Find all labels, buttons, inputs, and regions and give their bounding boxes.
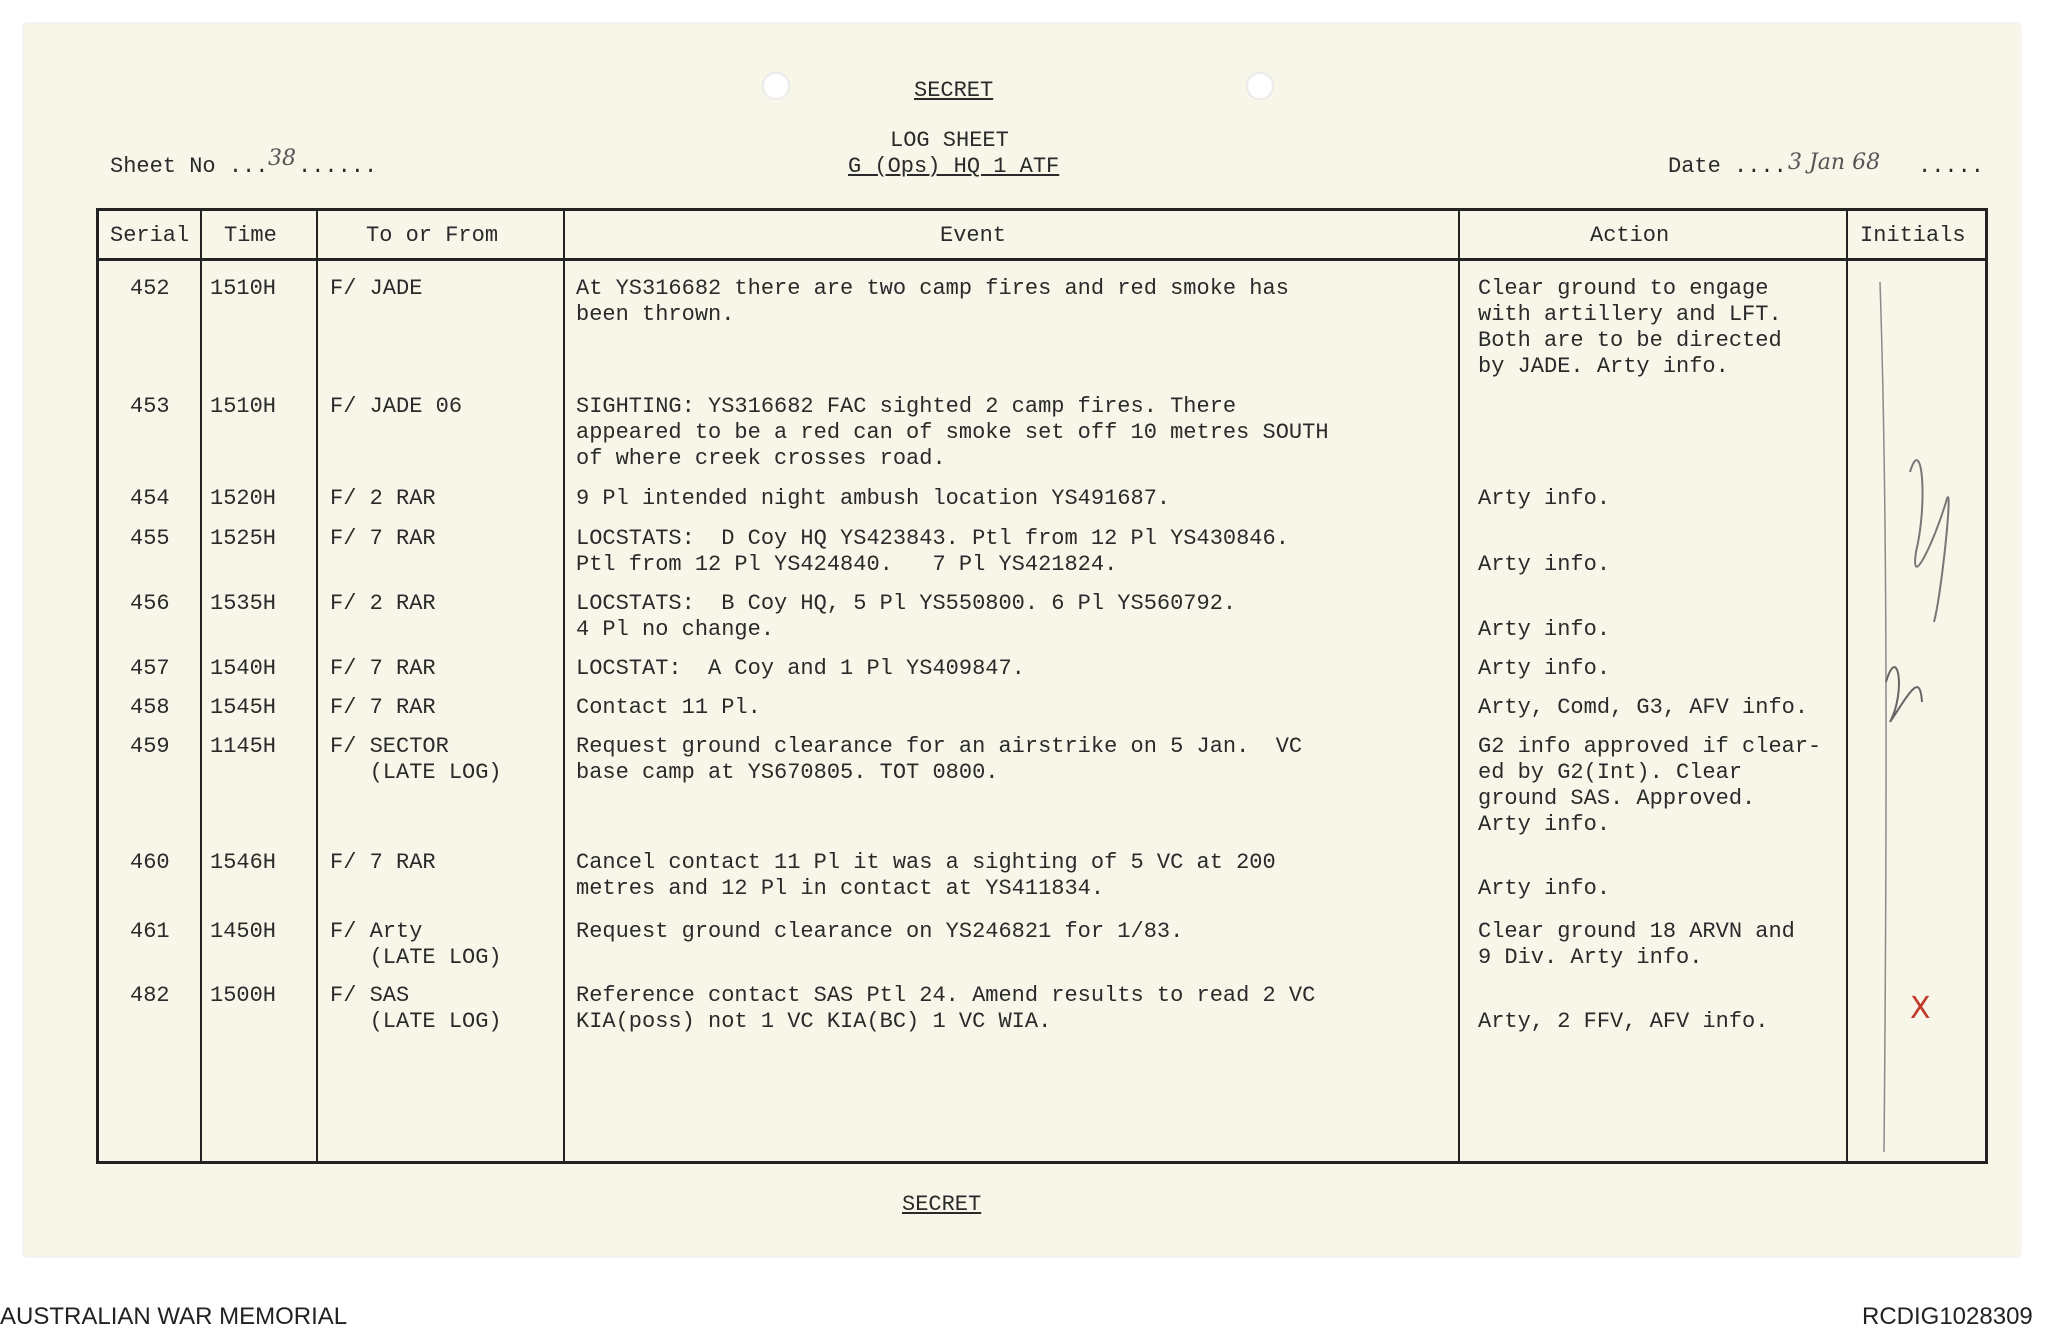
row-event-line: 4 Pl no change. xyxy=(576,617,775,642)
date-value: 3 Jan 68 xyxy=(1788,150,1881,175)
row-time: 1545H xyxy=(210,695,277,720)
row-serial: 457 xyxy=(130,656,170,681)
row-action-line: Arty, 2 FFV, AFV info. xyxy=(1478,1009,1769,1034)
row-event-line: Cancel contact 11 Pl it was a sighting of 5 VC at 200 xyxy=(576,850,1276,875)
initials-signature-icon xyxy=(1910,460,1949,622)
row-event-line: Request ground clearance on YS246821 for 1/83. xyxy=(576,919,1184,944)
col-divider xyxy=(316,208,318,1164)
row-serial: 461 xyxy=(130,919,170,944)
classification-bottom: SECRET xyxy=(902,1192,982,1217)
sheet-no-label-text: Sheet No xyxy=(110,154,216,179)
row-to-from: F/ SAS xyxy=(330,983,410,1008)
row-to-from: F/ SECTOR xyxy=(330,734,449,759)
row-to-from: (LATE LOG) xyxy=(330,760,502,785)
date-label-text: Date xyxy=(1668,154,1721,179)
col-header-initials: Initials xyxy=(1860,223,1966,248)
log-sheet-subtitle: G (Ops) HQ 1 ATF xyxy=(848,154,1060,179)
footer-left: AUSTRALIAN WAR MEMORIAL xyxy=(0,1303,348,1330)
row-event-line: Ptl from 12 Pl YS424840. 7 Pl YS421824. xyxy=(576,552,1118,577)
punch-hole-left xyxy=(762,72,790,100)
row-event-line: Contact 11 Pl. xyxy=(576,695,761,720)
row-to-from: F/ Arty xyxy=(330,919,423,944)
row-serial: 460 xyxy=(130,850,170,875)
row-event-line: LOCSTATS: B Coy HQ, 5 Pl YS550800. 6 Pl YS560792. xyxy=(576,591,1237,616)
row-action-line: Arty, Comd, G3, AFV info. xyxy=(1478,695,1809,720)
row-event-line: of where creek crosses road. xyxy=(576,446,946,471)
row-to-from: F/ JADE 06 xyxy=(330,394,463,419)
row-action-line: Arty info. xyxy=(1478,486,1611,511)
row-time: 1525H xyxy=(210,526,277,551)
row-to-from: F/ 2 RAR xyxy=(330,591,436,616)
col-header-serial: Serial xyxy=(110,223,190,248)
row-action-line: Both are to be directed xyxy=(1478,328,1782,353)
row-serial: 482 xyxy=(130,983,170,1008)
row-event-line: Reference contact SAS Ptl 24. Amend results to read 2 VC xyxy=(576,983,1316,1008)
row-event-line: LOCSTATS: D Coy HQ YS423843. Ptl from 12 Pl YS430846. xyxy=(576,526,1289,551)
row-to-from: (LATE LOG) xyxy=(330,945,502,970)
date-dots-after: ..... xyxy=(1918,154,1985,179)
row-action-line: Arty info. xyxy=(1478,552,1611,577)
row-action-line: by JADE. Arty info. xyxy=(1478,354,1729,379)
row-serial: 452 xyxy=(130,276,170,301)
row-serial: 454 xyxy=(130,486,170,511)
col-header-action: Action xyxy=(1590,223,1670,248)
row-action-line: Clear ground 18 ARVN and xyxy=(1478,919,1795,944)
row-serial: 456 xyxy=(130,591,170,616)
header-rule xyxy=(96,258,1988,261)
sheet-number: 38 xyxy=(268,146,296,171)
row-serial: 453 xyxy=(130,394,170,419)
sheet-no-label xyxy=(110,154,268,180)
row-to-from: F/ 7 RAR xyxy=(330,656,436,681)
row-action-line: Arty info. xyxy=(1478,876,1611,901)
punch-hole-right xyxy=(1246,72,1274,100)
row-serial: 455 xyxy=(130,526,170,551)
row-event-line: metres and 12 Pl in contact at YS411834. xyxy=(576,876,1105,901)
initials-signature-small-icon xyxy=(1886,667,1922,722)
date-label xyxy=(1668,154,1787,180)
row-time: 1510H xyxy=(210,276,277,301)
row-action-line: ground SAS. Approved. xyxy=(1478,786,1756,811)
row-event-line: appeared to be a red can of smoke set off 10 metres SOUTH xyxy=(576,420,1329,445)
row-to-from: (LATE LOG) xyxy=(330,1009,502,1034)
sheet-no-dots-after: ...... xyxy=(298,154,378,179)
classification-top: SECRET xyxy=(914,78,994,103)
row-action-line: G2 info approved if clear- xyxy=(1478,734,1822,759)
row-time: 1510H xyxy=(210,394,277,419)
initials-pencil-line xyxy=(1880,282,1886,1152)
row-to-from: F/ 7 RAR xyxy=(330,850,436,875)
footer-right: RCDIG1028309 xyxy=(1862,1303,2033,1330)
row-to-from: F/ JADE xyxy=(330,276,423,301)
row-event-line: Request ground clearance for an airstrike on 5 Jan. VC xyxy=(576,734,1303,759)
row-serial: 459 xyxy=(130,734,170,759)
row-event-line: base camp at YS670805. TOT 0800. xyxy=(576,760,999,785)
sheet-no-dots: ... xyxy=(215,154,269,179)
col-header-time: Time xyxy=(224,223,277,248)
row-event-line: been thrown. xyxy=(576,302,735,327)
row-action-line: with artillery and LFT. xyxy=(1478,302,1782,327)
row-time: 1546H xyxy=(210,850,277,875)
row-time: 1540H xyxy=(210,656,277,681)
row-event-line: KIA(poss) not 1 VC KIA(BC) 1 VC WIA. xyxy=(576,1009,1052,1034)
row-event-line: SIGHTING: YS316682 FAC sighted 2 camp fires. There xyxy=(576,394,1237,419)
row-event-line: 9 Pl intended night ambush location YS491687. xyxy=(576,486,1171,511)
row-time: 1145H xyxy=(210,734,277,759)
initials-marks xyxy=(1850,262,1986,1162)
row-action-line: Arty info. xyxy=(1478,656,1611,681)
log-sheet-title: LOG SHEET xyxy=(890,128,1009,153)
row-action-line: ed by G2(Int). Clear xyxy=(1478,760,1743,785)
col-header-to-from: To or From xyxy=(366,223,499,248)
col-divider xyxy=(563,208,565,1164)
col-header-event: Event xyxy=(940,223,1007,248)
row-serial: 458 xyxy=(130,695,170,720)
row-action-line: Arty info. xyxy=(1478,812,1611,837)
col-divider xyxy=(200,208,202,1164)
row-time: 1500H xyxy=(210,983,277,1008)
col-divider xyxy=(1458,208,1460,1164)
row-time: 1450H xyxy=(210,919,277,944)
row-time: 1520H xyxy=(210,486,277,511)
row-event-line: At YS316682 there are two camp fires and red smoke has xyxy=(576,276,1289,301)
row-action-line: Clear ground to engage xyxy=(1478,276,1769,301)
row-to-from: F/ 7 RAR xyxy=(330,695,436,720)
row-to-from: F/ 2 RAR xyxy=(330,486,436,511)
row-action-line: 9 Div. Arty info. xyxy=(1478,945,1703,970)
row-to-from: F/ 7 RAR xyxy=(330,526,436,551)
date-dots: .... xyxy=(1720,154,1787,179)
row-event-line: LOCSTAT: A Coy and 1 Pl YS409847. xyxy=(576,656,1025,681)
row-time: 1535H xyxy=(210,591,277,616)
row-action-line: Arty info. xyxy=(1478,617,1611,642)
initials-red-x: X xyxy=(1910,991,1931,1026)
col-divider xyxy=(1846,208,1848,1164)
